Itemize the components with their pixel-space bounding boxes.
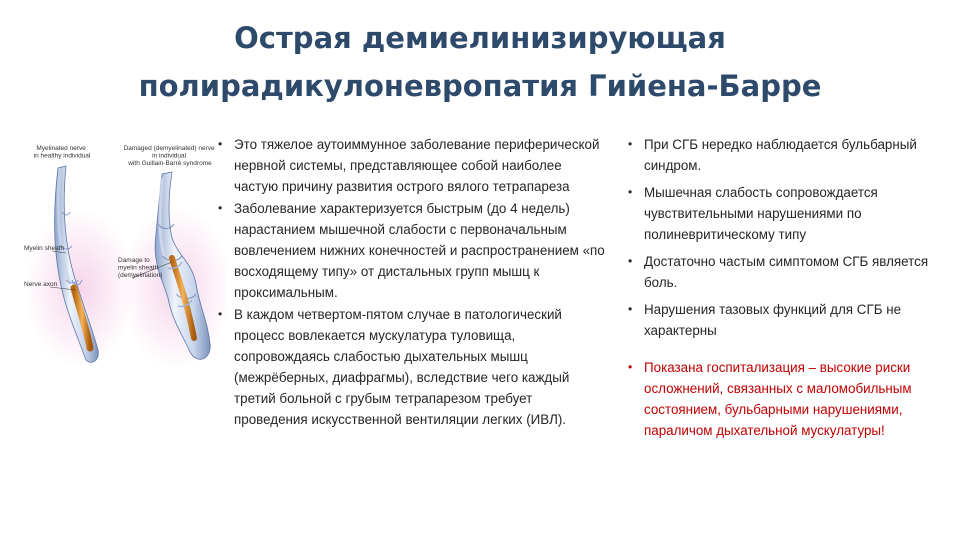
bullet-text: В каждом четвертом-пятом случае в патологический процесс вовлекается мускулатура туловища, сопровождаясь слабостью дыхательных мышц (межрёберных, диафрагмы), вследствие чего каждый третий больной с грубым тетрапарезом требует проведения искусственной вентиляции легких (ИВЛ). — [234, 307, 570, 427]
bullet-text: Нарушения тазовых функций для СГБ не характерны — [644, 302, 902, 338]
title-line-2: полирадикулоневропатия Гийена-Барре — [138, 69, 822, 103]
bullet-icon: • — [628, 137, 633, 151]
label-damage: Damage to myelin sheath (demyelination) — [118, 257, 163, 279]
title-line-1: Острая демиелинизирующая — [234, 21, 726, 55]
list-item — [216, 134, 608, 197]
bullet-icon: • — [218, 201, 223, 215]
bullet-icon: • — [628, 254, 633, 268]
list-item — [626, 251, 948, 293]
label-nerve-axon: Nerve axon — [24, 281, 58, 288]
bullet-icon: • — [628, 302, 633, 316]
nerve-illustration — [22, 138, 227, 374]
list-item — [216, 304, 608, 430]
label-damaged: Damaged (demyelinated) nerve in individual with Guillain-Barré syndrome — [123, 145, 215, 167]
bullet-text: Мышечная слабость сопровождается чувствительными нарушениями по полиневритическому типу — [644, 185, 878, 242]
list-item — [216, 198, 608, 303]
bullet-text: Это тяжелое аутоиммунное заболевание периферической нервной системы, представляющее собой наиболее частую причину развития острого вялого тетрапареза — [234, 137, 600, 194]
list-item — [626, 134, 948, 176]
list-item — [626, 299, 948, 341]
bullet-text: Достаточно частым симптомом СГБ является боль. — [644, 254, 929, 290]
left-bullet-list — [216, 134, 608, 431]
bullet-text: При СГБ нередко наблюдается бульбарный синдром. — [644, 137, 917, 173]
hospitalization-alert — [626, 357, 948, 441]
label-myelin-sheath: Myelin sheath — [24, 245, 65, 252]
bullet-icon: • — [218, 137, 223, 151]
bullet-icon: • — [628, 185, 633, 199]
alert-text: Показана госпитализация – высокие риски осложнений, связанных с маломобильным состоянием, бульбарными нарушениями, параличом дыхательной мускулатуры! — [644, 360, 912, 438]
bullet-text: Заболевание характеризуется быстрым (до 4 недель) нарастанием мышечной слабости с первоначальным вовлечением нижних конечностей и распространением «по восходящему типу» от дистальных групп мышц к проксимальным. — [234, 201, 605, 300]
label-healthy: Myelinated nerve in healthy individual — [33, 145, 91, 160]
slide-title — [60, 14, 900, 110]
bullet-icon: • — [218, 307, 223, 321]
right-bullet-list — [626, 134, 948, 447]
bullet-icon: • — [628, 360, 633, 374]
list-item — [626, 182, 948, 245]
